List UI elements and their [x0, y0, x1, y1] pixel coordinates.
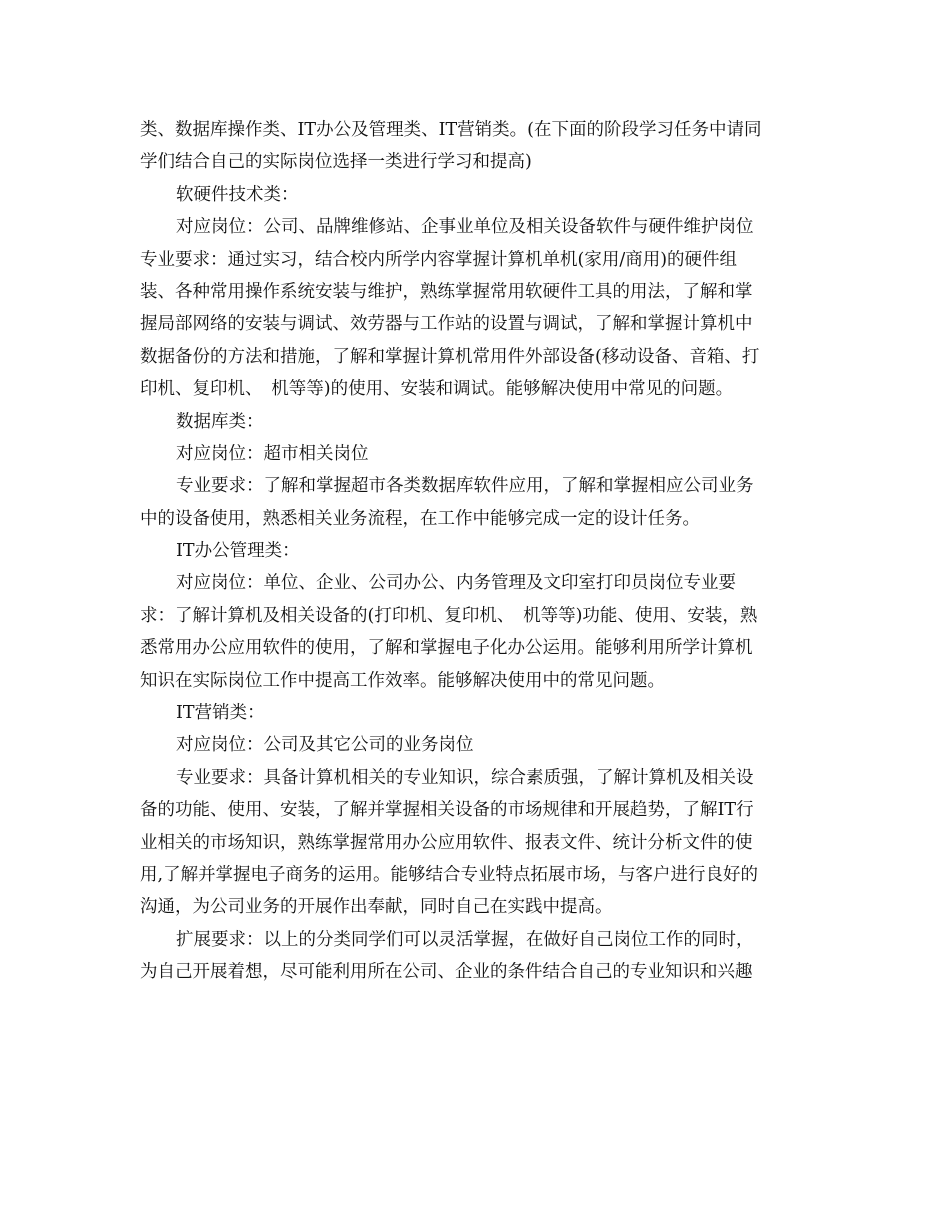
text-line: 对应岗位：公司及其它公司的业务岗位 — [176, 735, 474, 756]
text-line: 对应岗位：超市相关岗位 — [176, 443, 369, 464]
text-line: 专业要求：通过实习，结合校内所学内容掌握计算机单机(家用/商用)的硬件组 — [140, 249, 738, 270]
section-heading-database: 数据库类： — [176, 411, 264, 432]
text-line: 对应岗位：单位、企业、公司办公、内务管理及文印室打印员岗位专业要 — [176, 573, 736, 594]
text-line: 类、数据库操作类、IT办公及管理类、IT营销类。(在下面的阶段学习任务中请同 — [140, 120, 762, 140]
text-line: 为自己开展着想，尽可能利用所在公司、企业的条件结合自己的专业知识和兴趣 — [140, 962, 753, 983]
section-heading-hardware-software: 软硬件技术类： — [176, 184, 299, 205]
text-line: 专业要求：具备计算机相关的专业知识，综合素质强，了解计算机及相关设 — [176, 767, 754, 788]
text-line: 对应岗位：公司、品牌维修站、企事业单位及相关设备软件与硬件维护岗位 — [176, 217, 754, 238]
text-line: 知识在实际岗位工作中提高工作效率。能够解决使用中的常见问题。 — [140, 670, 665, 691]
text-line: 备的功能、使用、安装，了解并掌握相关设备的市场规律和开展趋势，了解IT行 — [140, 800, 754, 821]
text-line: 数据备份的方法和措施，了解和掌握计算机常用件外部设备(移动设备、音箱、打 — [140, 346, 760, 367]
text-line: 学们结合自己的实际岗位选择一类进行学习和提高) — [140, 152, 532, 173]
text-line: 握局部网络的安装与调试、效劳器与工作站的设置与调试，了解和掌握计算机中 — [140, 314, 753, 335]
section-heading-it-office: IT办公管理类： — [176, 541, 300, 562]
text-line: 沟通，为公司业务的开展作出奉献，同时自己在实践中提高。 — [140, 897, 613, 918]
document-body — [140, 114, 812, 989]
text-line: 印机、复印机、 机等等)的使用、安装和调试。能够解决使用中常见的问题。 — [140, 379, 734, 400]
text-line: 专业要求：了解和掌握超市各类数据库软件应用，了解和掌握相应公司业务 — [176, 476, 754, 497]
text-line: 用,了解并掌握电子商务的运用。能够结合专业特点拓展市场，与客户进行良好的 — [140, 864, 759, 885]
text-line: 中的设备使用，熟悉相关业务流程，在工作中能够完成一定的设计任务。 — [140, 508, 700, 529]
text-line: 悉常用办公应用软件的使用，了解和掌握电子化办公运用。能够利用所学计算机 — [140, 638, 753, 659]
text-line: 业相关的市场知识，熟练掌握常用办公应用软件、报表文件、统计分析文件的使 — [140, 832, 753, 853]
section-heading-it-marketing: IT营销类： — [176, 703, 265, 724]
text-line: 扩展要求：以上的分类同学们可以灵活掌握，在做好自己岗位工作的同时， — [176, 929, 754, 950]
text-line: 求：了解计算机及相关设备的(打印机、复印机、 机等等)功能、使用、安装，熟 — [140, 605, 758, 626]
text-line: 装、各种常用操作系统安装与维护，熟练掌握常用软硬件工具的用法，了解和掌 — [140, 281, 753, 302]
